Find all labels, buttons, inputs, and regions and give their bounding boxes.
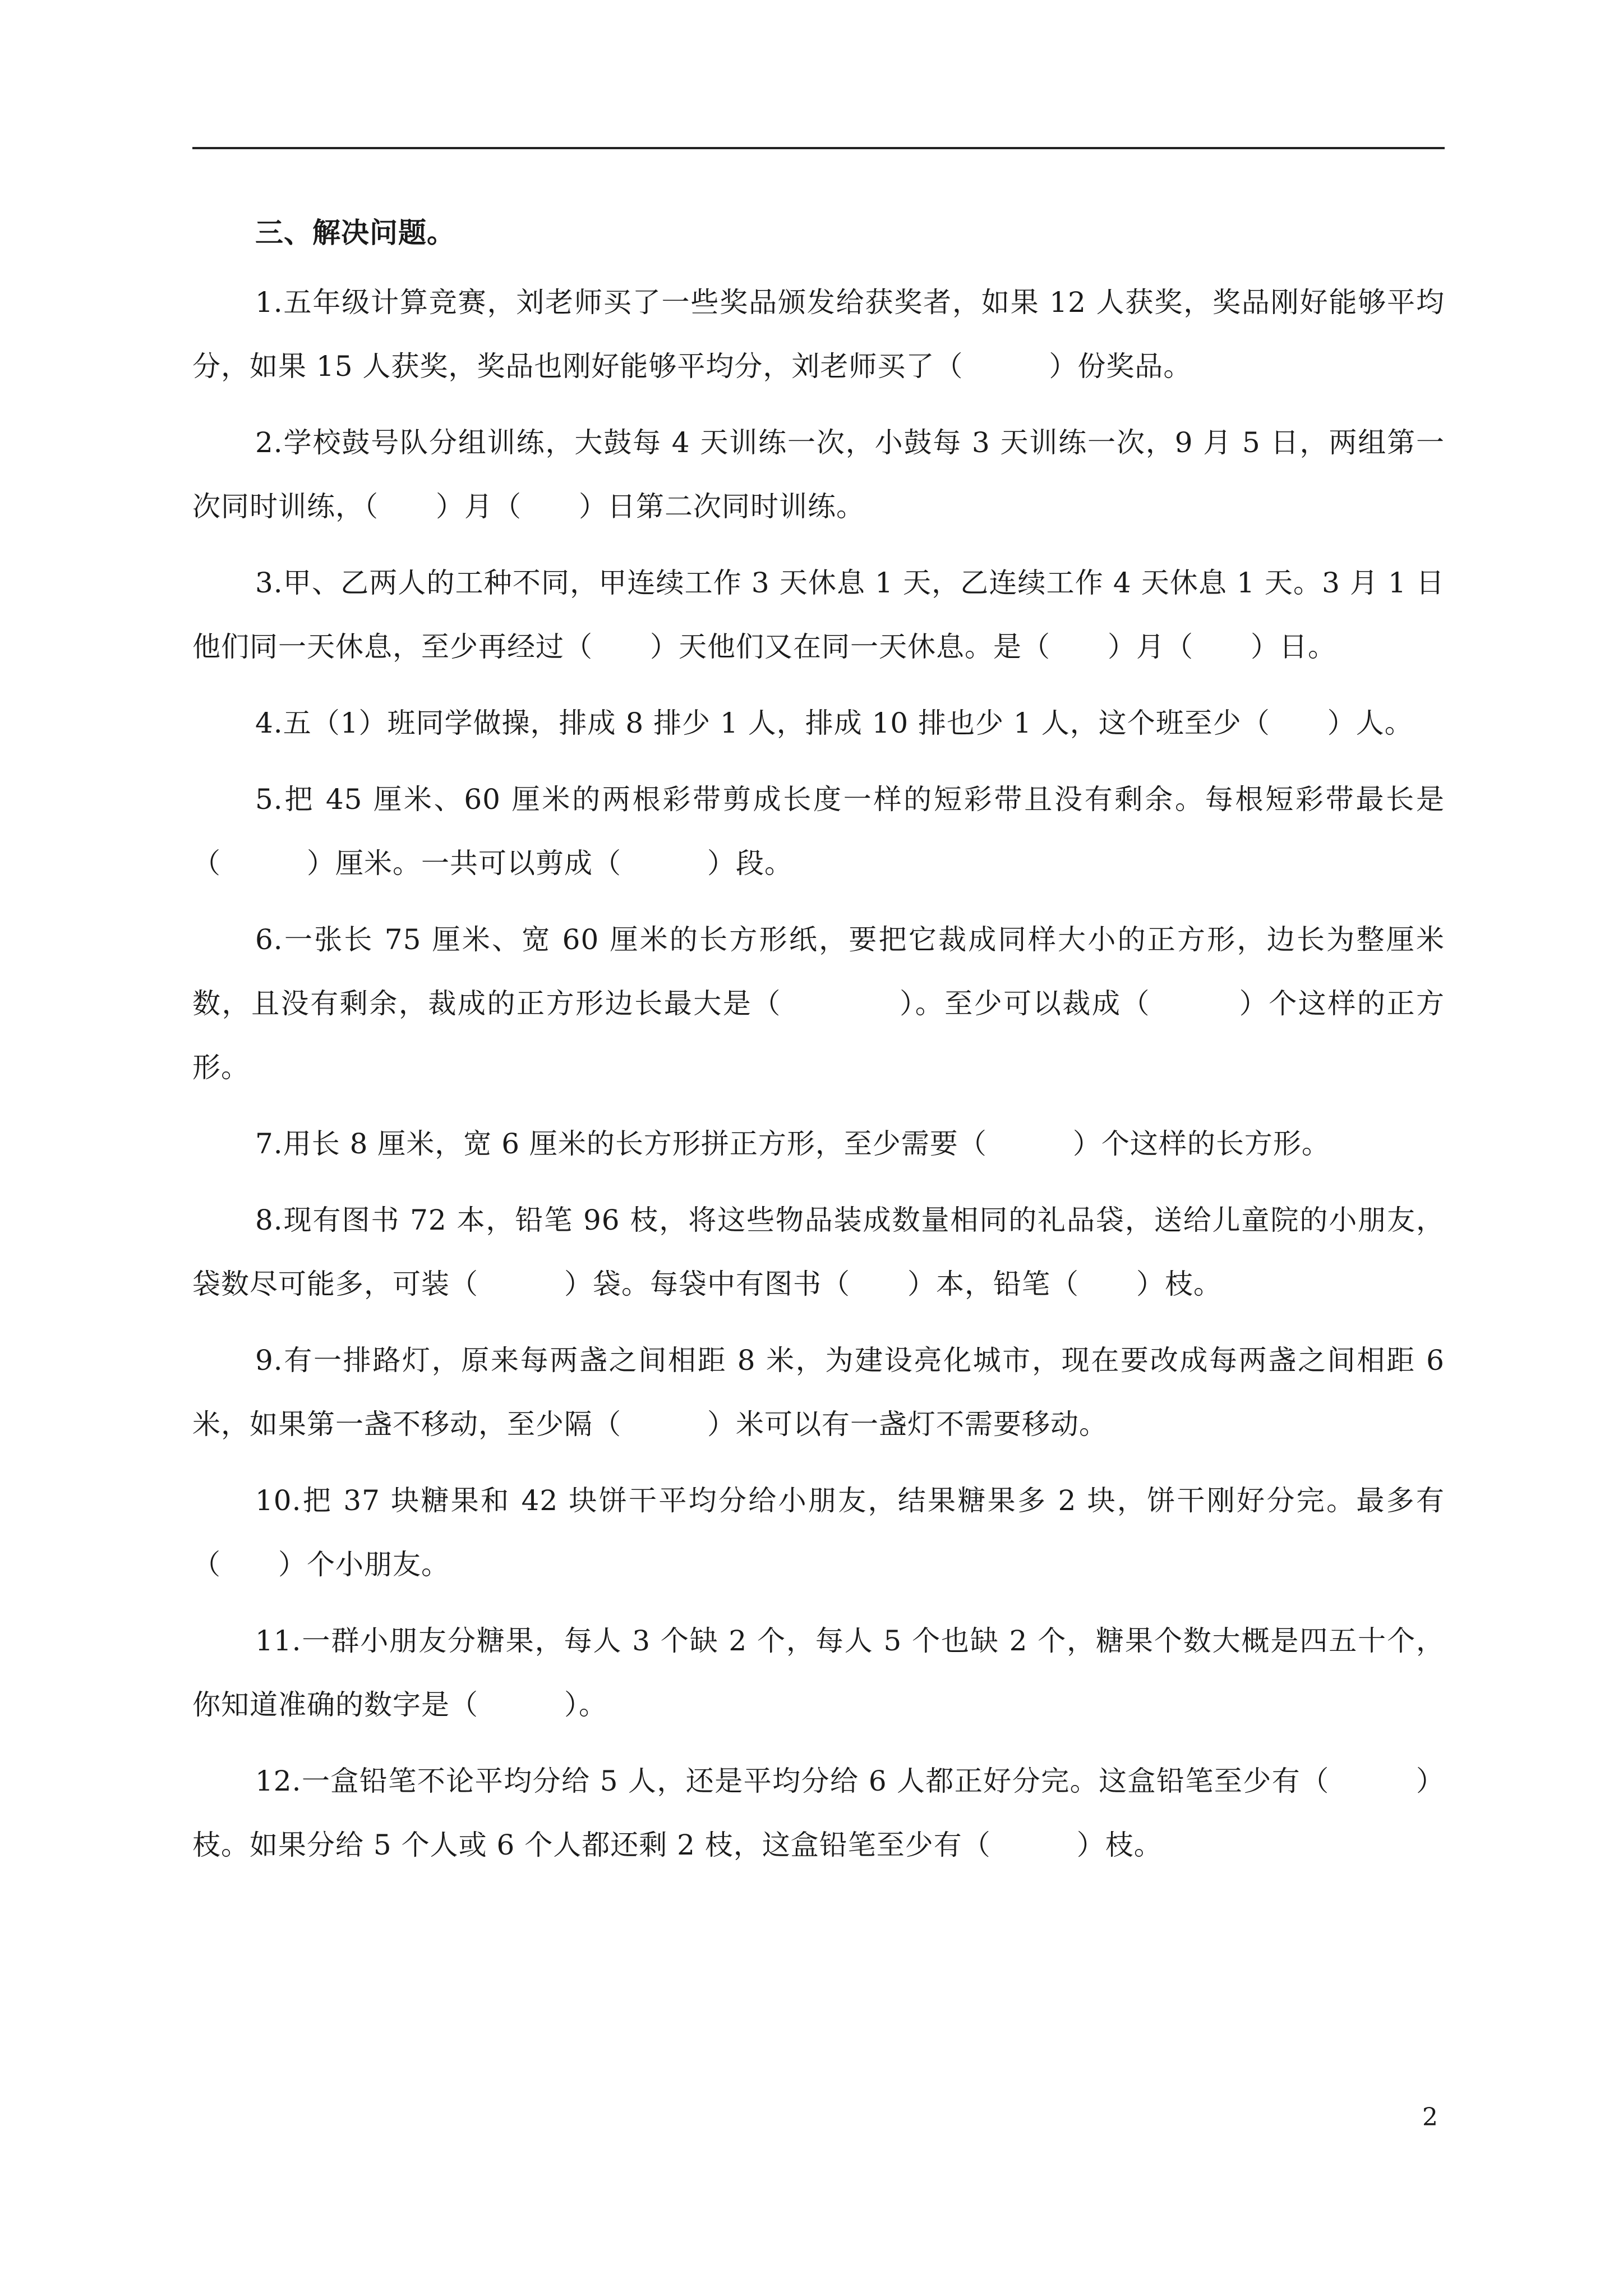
- header-rule: [192, 147, 1445, 149]
- question-1: 1.五年级计算竞赛，刘老师买了一些奖品颁发给获奖者，如果 12 人获奖，奖品刚好能够平均分，如果 15 人获奖，奖品也刚好能够平均分，刘老师买了（ ）份奖品。: [192, 286, 1445, 383]
- question-5: 5.把 45 厘米、60 厘米的两根彩带剪成长度一样的短彩带且没有剩余。每根短彩带最长是（ ）厘米。一共可以剪成（ ）段。: [192, 783, 1445, 880]
- question-10: 10.把 37 块糖果和 42 块饼干平均分给小朋友，结果糖果多 2 块，饼干刚好分完。最多有（ ）个小朋友。: [192, 1484, 1445, 1581]
- question-4: 4.五（1）班同学做操，排成 8 排少 1 人，排成 10 排也少 1 人，这个班至少（ ）人。: [255, 707, 1413, 739]
- question-7: 7.用长 8 厘米，宽 6 厘米的长方形拼正方形，至少需要（ ）个这样的长方形。: [255, 1128, 1330, 1160]
- question-8: 8.现有图书 72 本，铅笔 96 枝，将这些物品装成数量相同的礼品袋，送给儿童院的小朋友，袋数尽可能多，可装（ ）袋。每袋中有图书（ ）本，铅笔（ ）枝。: [192, 1204, 1445, 1300]
- question-9: 9.有一排路灯，原来每两盏之间相距 8 米，为建设亮化城市，现在要改成每两盏之间相距 6 米，如果第一盏不移动，至少隔（ ）米可以有一盏灯不需要移动。: [192, 1344, 1445, 1441]
- question-2: 2.学校鼓号队分组训练，大鼓每 4 天训练一次，小鼓每 3 天训练一次，9 月 5 日，两组第一次同时训练，（ ）月（ ）日第二次同时训练。: [192, 426, 1445, 523]
- section-title: 三、解决问题。: [255, 216, 455, 249]
- question-11: 11.一群小朋友分糖果，每人 3 个缺 2 个，每人 5 个也缺 2 个，糖果个数大概是四五十个，你知道准确的数字是（ ）。: [192, 1625, 1445, 1721]
- question-3: 3.甲、乙两人的工种不同，甲连续工作 3 天休息 1 天，乙连续工作 4 天休息 1 天。3 月 1 日他们同一天休息，至少再经过（ ）天他们又在同一天休息。是（ ）月（ ）日。: [192, 567, 1445, 663]
- worksheet-content: [192, 208, 1445, 1877]
- question-6: 6.一张长 75 厘米、宽 60 厘米的长方形纸，要把它裁成同样大小的正方形，边长为整厘米数，且没有剩余，裁成的正方形边长最大是（ ）。至少可以裁成（ ）个这样的正方形。: [192, 923, 1445, 1084]
- page-number: 2: [1422, 2103, 1438, 2132]
- question-12: 12.一盒铅笔不论平均分给 5 人，还是平均分给 6 人都正好分完。这盒铅笔至少有（ ）枝。如果分给 5 个人或 6 个人都还剩 2 枝，这盒铅笔至少有（ ）枝。: [192, 1765, 1445, 1861]
